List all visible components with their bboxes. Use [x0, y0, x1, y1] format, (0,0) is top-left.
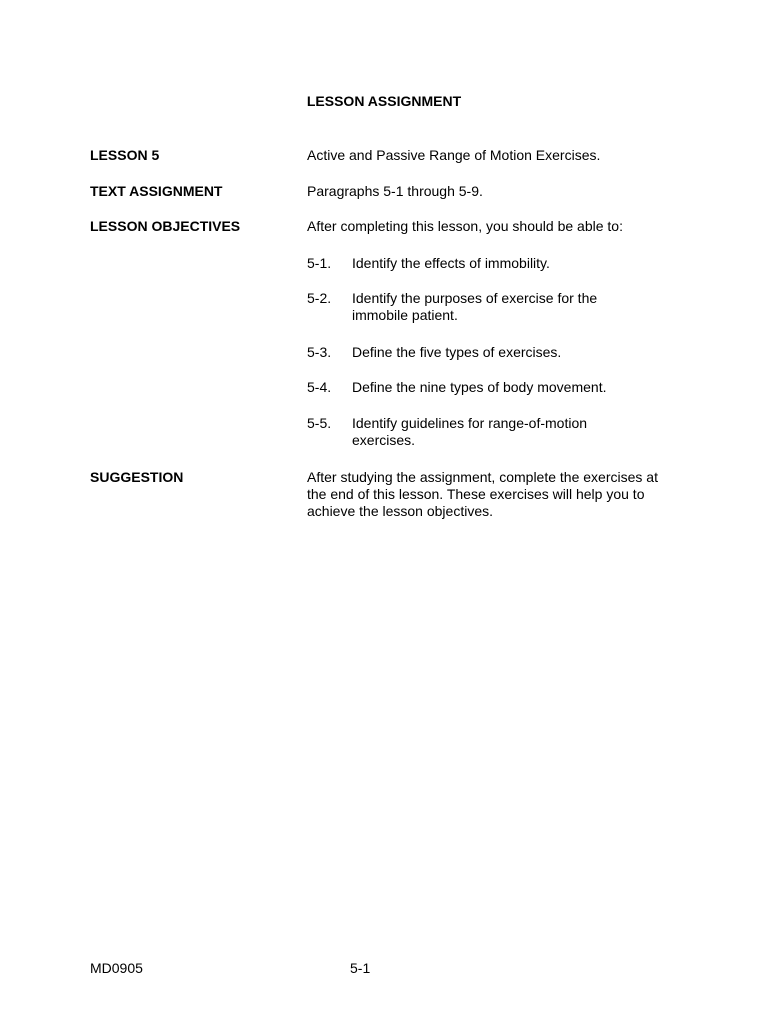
objective-text: Identify the effects of immobility. — [352, 255, 550, 271]
objective-number: 5-4. — [307, 379, 332, 395]
lesson-value: Active and Passive Range of Motion Exercises. — [307, 147, 601, 163]
objective-text: Identify the purposes of exercise for the immobile patient. — [352, 290, 598, 323]
objective-item — [307, 415, 687, 449]
footer-page-number: 5-1 — [350, 960, 371, 976]
suggestion-label: SUGGESTION — [90, 469, 184, 485]
page-title: LESSON ASSIGNMENT — [306, 93, 462, 109]
text-assignment-label: TEXT ASSIGNMENT — [90, 183, 223, 199]
objective-text: Identify guidelines for range-of-motion exercises. — [352, 415, 588, 448]
objective-item — [307, 255, 687, 272]
objective-number: 5-3. — [307, 344, 332, 360]
lesson-objectives-label: LESSON OBJECTIVES — [90, 218, 241, 234]
lesson-label: LESSON 5 — [90, 147, 160, 163]
suggestion-value: After studying the assignment, complete the exercises at the end of this lesson. These exercises will help you to achieve the lesson objectives. — [307, 469, 658, 519]
objective-item — [307, 379, 687, 396]
objective-number: 5-5. — [307, 415, 332, 431]
lesson-objectives-intro: After completing this lesson, you should be able to: — [307, 218, 623, 234]
objective-number: 5-1. — [307, 255, 332, 271]
objective-text: Define the nine types of body movement. — [352, 379, 607, 395]
footer-doc-id: MD0905 — [90, 960, 143, 976]
text-assignment-value: Paragraphs 5-1 through 5-9. — [307, 183, 483, 199]
objective-text: Define the five types of exercises. — [352, 344, 562, 360]
objective-number: 5-2. — [307, 290, 332, 306]
objective-item — [307, 344, 687, 361]
objective-item — [307, 290, 687, 324]
